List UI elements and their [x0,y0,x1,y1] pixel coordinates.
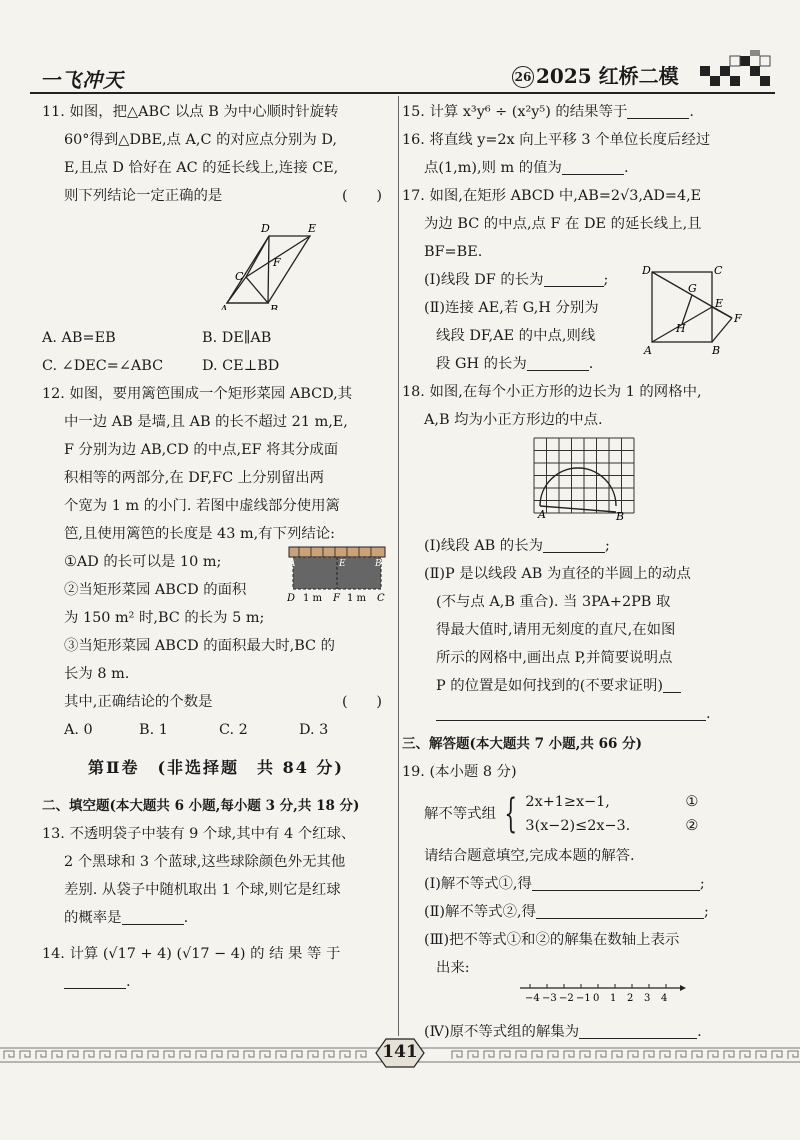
svg-text:F: F [734,312,742,325]
question-13: 13. 不透明袋子中装有 9 个球,其中有 4 个红球、 2 个黑球和 3 个蓝球,这些球除颜色外无其他 差别. 从袋子中随机取出 1 个球,则它是红球 的概率是 . [42,826,356,926]
axis-tick-label: 3 [644,993,651,1004]
axis-tick-label: −4 [525,993,540,1004]
q14-answer-blank[interactable] [64,972,126,989]
svg-text:B: B [270,303,279,310]
svg-text:C: C [235,270,244,283]
number-line [402,982,742,1008]
axis-tick-label: 2 [627,993,634,1004]
question-16: 16. 将直线 y=2x 向上平移 3 个单位长度后经过 点(1,m),则 m 的值为 . [402,132,711,176]
question-17: 17. 如图,在矩形 ABCD 中,AB=2√3,AD=4,E 为边 BC 的中点,点 F 在 DE 的延长线上,且 BF=BE. (Ⅰ)线段 DF 的长为 ; (Ⅱ)连接 AE,若 G,H 分别为 线段 DF,AE 的中点,则线 段 GH 的长为 . D C G E F H A B [402,182,747,378]
q19-part2-blank[interactable] [536,902,704,919]
q11-figure [42,210,382,310]
svg-text:C: C [714,266,723,277]
svg-text:H: H [676,322,686,335]
q18-part1-blank[interactable] [543,536,605,553]
checker-decoration-icon [700,50,772,90]
q19-part4-blank[interactable] [579,1022,697,1039]
svg-text:A: A [538,508,546,521]
header-logo: 一飞冲天 [40,68,124,92]
axis-tick-label: 4 [661,993,668,1004]
svg-text:E: E [339,559,346,569]
solve-section-title: 三、解答题(本大题共 7 小题,共 66 分) [402,736,642,752]
question-19: 19. (本小题 8 分) 解不等式组 { 2x+1≥x−1, ① 3(x−2)≤2x−3. ② 请结合题意填空,完成本题的解答. (Ⅰ)解不等式①,得 ; (Ⅱ)解不等式②,得 ; (Ⅲ)把不等式①和②的解集在数轴上表示 出来: −4 −3 −2 −1 0 1 2 3 4 (Ⅳ)原不等式组的解集为 . [402,758,747,1046]
q13-answer-blank[interactable] [122,908,184,925]
svg-text:A: A [220,303,228,310]
question-11: 11. 如图，把△ABC 以点 B 为中心顺时针旋转 60°得到△DBE,点 A,C 的对应点分别为 D, E,且点 D 恰好在 AC 的延长线上,连接 CE, 则下列结论一定正确的是 ( ) D E F C A B A. AB=EB B. DE∥AB C. ∠DEC=∠ABC D. CE⊥BD [42,104,382,374]
page-number: 141 [382,1042,418,1062]
q18-part2-blank-b[interactable] [436,704,706,721]
exam-title: 2025 红桥二模 [536,64,679,88]
q17-part1-blank[interactable] [544,270,604,287]
svg-text:F: F [333,593,340,604]
header-rule [30,92,775,94]
svg-text:A: A [644,344,652,356]
number-line-arrow-icon [680,985,686,991]
q17-part2-blank[interactable] [527,354,589,371]
question-18: 18. 如图,在每个小正方形的边长为 1 的网格中, A,B 均为小正方形边的中点. A B (Ⅰ)线段 AB 的长为 ; (Ⅱ)P 是以线段 AB 为直径的半圆上的动点 (不与点 A,B 重合). 当 3PA+2PB 取 得最大值时,请用无刻度的直尺,在如图 所示的网格中,画出点 P,并简要说明点 P 的位置是如何找到的(不要求证明) . [402,378,747,728]
svg-text:C: C [377,593,385,604]
svg-text:E: E [308,222,317,235]
left-column [42,98,390,996]
svg-text:B: B [712,344,721,356]
axis-tick-label: 1 [610,993,617,1004]
question-14: 14. 计算 (√17 + 4) (√17 − 4) 的 结 果 等 于 . [42,946,341,990]
svg-text:D: D [287,593,296,604]
svg-text:F: F [273,256,281,269]
svg-text:E: E [715,297,724,310]
axis-tick-label: 0 [593,993,600,1004]
question-15: 15. 计算 x³y⁶ ÷ (x²y⁵) 的结果等于 . [402,104,694,120]
svg-text:B: B [375,559,382,569]
svg-text:1 m: 1 m [303,593,323,604]
question-12: 12. 如图，要用篱笆围成一个矩形菜园 ABCD,其 中一边 AB 是墙,且 AB 的长不超过 21 m,E, F 分别为边 AB,CD 的中点,EF 将其分成面 积相等的两部分,在 DF,FC 上分别留出两 个宽为 1 m 的小门. 若图中虚线部分使用篱 笆,且使用篱笆的长度是 43 m,有下列结论: ①AD 的长可以是 10 m; ②当矩形菜园 ABCD 的面积 为 150 m² 时,BC 的长为 5 m; A E B D 1 m F 1 m C ③当矩形菜园 ABCD 的面积最大时,BC 的 长为 8 m. 其中,正确结论的个数是 ( ) A. 0 B. 1 C. 2 D. 3 [42,380,390,744]
q17-figure [642,266,752,356]
q15-answer-blank[interactable] [627,102,689,119]
column-divider [398,96,399,1036]
q18-grid-figure [402,434,742,522]
fill-section-title: 二、填空题(本大题共 6 小题,每小题 3 分,共 18 分) [42,798,360,814]
svg-text:A: A [289,559,296,569]
svg-text:1 m: 1 m [347,593,367,604]
axis-tick-label: −1 [576,993,591,1004]
q12-figure [287,545,387,605]
svg-text:B: B [616,510,625,522]
svg-text:G: G [688,282,697,295]
exam-number-badge: 26 [512,66,534,88]
axis-tick-label: −2 [559,993,574,1004]
axis-tick-label: −3 [542,993,557,1004]
right-column [402,98,747,1046]
header-title [512,60,679,89]
q19-part1-blank[interactable] [532,874,700,891]
part2-title: 第Ⅱ卷 (非选择题 共 84 分) [87,758,345,777]
q16-answer-blank[interactable] [562,158,624,175]
q18-part2-blank-a[interactable] [663,676,681,693]
svg-text:D: D [261,222,270,235]
inequality-system: 解不等式组 { 2x+1≥x−1, ① 3(x−2)≤2x−3. ② [424,791,699,837]
svg-text:D: D [642,266,651,277]
brace-icon: { [504,791,518,837]
